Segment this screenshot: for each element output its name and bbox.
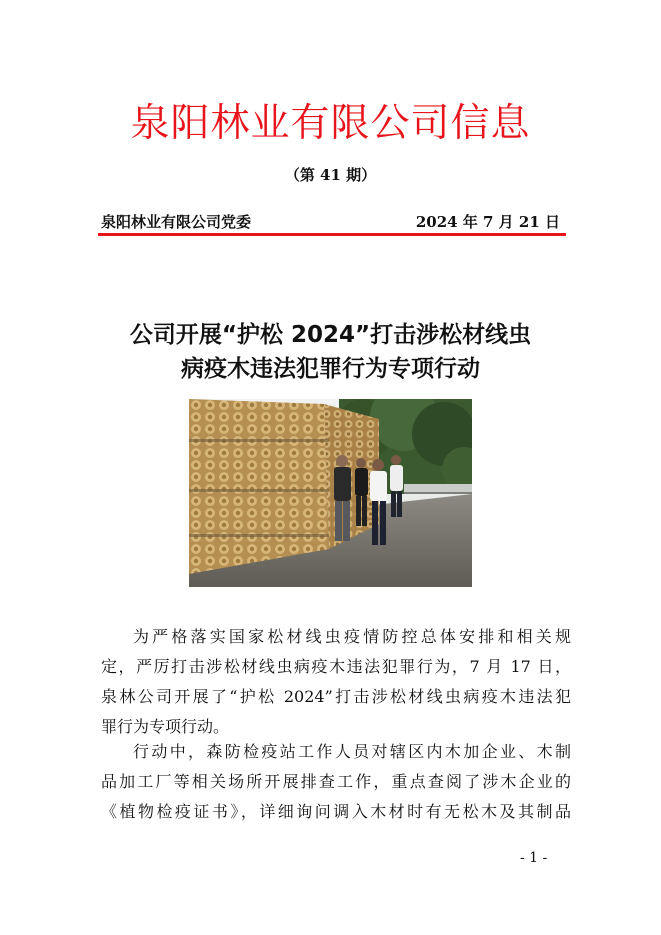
paragraph-line: 《植物检疫证书》，详细询问调入木材时有无松木及其制品 xyxy=(101,802,571,821)
paragraph-line: 罪行为专项行动。 xyxy=(101,717,230,736)
article-paragraph-2 xyxy=(101,737,571,827)
paragraph-line: 泉林公司开展了“护松 2024”打击涉松材线虫病疫木违法犯 xyxy=(101,687,571,706)
article-title-line-1: 公司开展“护松 2024”打击涉松材线虫 xyxy=(129,322,532,348)
paragraph-line: 定，严厉打击涉松材线虫病疫木违法犯罪行为，7 月 17 日， xyxy=(101,657,571,676)
article-paragraph-1 xyxy=(101,622,571,742)
paragraph-line: 品加工厂等相关场所开展排查工作，重点查阅了涉木企业的 xyxy=(101,772,571,791)
masthead-title: 泉阳林业有限公司信息 xyxy=(130,101,531,146)
issuing-department: 泉阳林业有限公司党委 xyxy=(101,213,252,231)
red-divider xyxy=(98,233,566,236)
article-title-line-2: 病疫木违法犯罪行为专项行动 xyxy=(181,356,480,382)
paragraph-line: 行动中，森防检疫站工作人员对辖区内木加企业、木制 xyxy=(133,742,571,761)
issue-number: （第 41 期） xyxy=(284,166,377,184)
article-photo xyxy=(189,399,472,587)
issue-date: 2024 年 7 月 21 日 xyxy=(415,213,560,231)
timber-inspection-photo-icon xyxy=(189,399,472,587)
paragraph-line: 为严格落实国家松材线虫疫情防控总体安排和相关规 xyxy=(133,627,571,646)
page-number: - 1 - xyxy=(520,850,548,866)
